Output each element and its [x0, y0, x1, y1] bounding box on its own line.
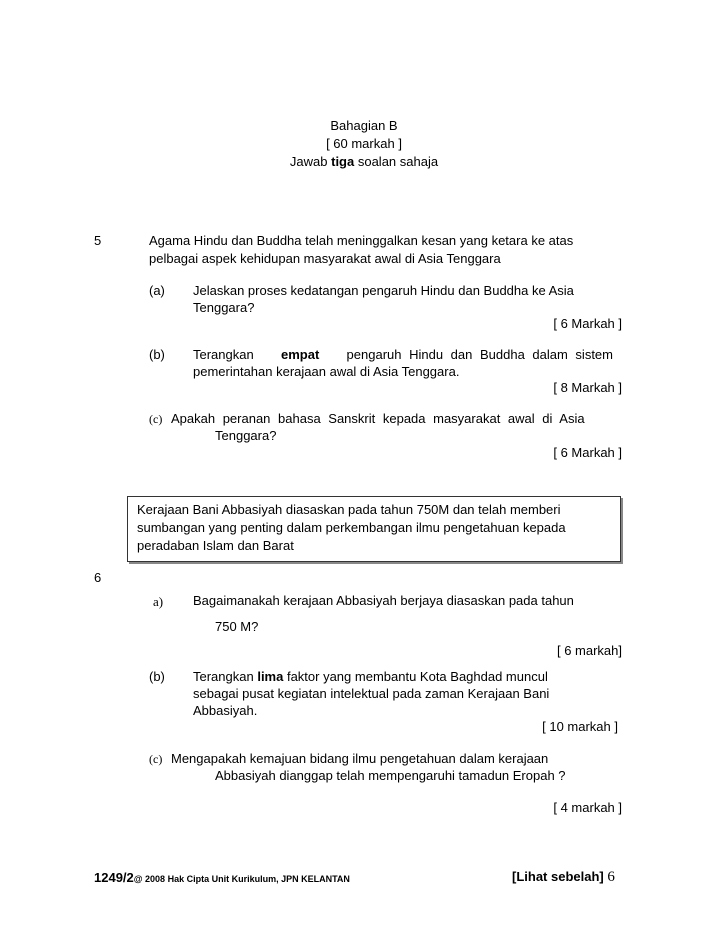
question-6a-line2: 750 M?: [215, 619, 259, 634]
question-5a-marks: [ 6 Markah ]: [553, 316, 622, 331]
question-5c-label: (c): [149, 412, 163, 426]
question-5-number: 5: [94, 233, 102, 248]
question-6c-label: (c): [149, 752, 163, 766]
footer-right: [512, 869, 615, 886]
footer-next: [Lihat sebelah]: [512, 869, 604, 884]
q5b-pre: Terangkan: [193, 347, 254, 362]
q5b-bold: empat: [280, 347, 320, 362]
footer-code: 1249/2: [94, 870, 134, 885]
question-6a-label: a): [153, 594, 164, 609]
question-5c-line2: Tenggara?: [215, 428, 277, 443]
section-instruction: [0, 154, 728, 169]
stimulus-line1: Kerajaan Bani Abbasiyah diasaskan pada tahun 750M dan telah memberi: [137, 502, 561, 517]
question-5b-label: (b): [149, 347, 165, 362]
q6b-bold: lima: [257, 669, 284, 684]
question-5a-label: (a): [149, 283, 165, 298]
q5b-post: pengaruh Hindu dan Buddha dalam sistem: [346, 347, 613, 362]
instruction-post: soalan sahaja: [354, 154, 439, 169]
question-6c-line2: Abbasiyah dianggap telah mempengaruhi tamadun Eropah ?: [215, 768, 566, 783]
question-6-number: 6: [94, 570, 102, 585]
question-6b-label: (b): [149, 669, 165, 684]
footer-left: [94, 870, 350, 885]
footer-page-number: 6: [607, 869, 615, 885]
instruction-bold: tiga: [331, 154, 355, 169]
question-6b-line2: sebagai pusat kegiatan intelektual pada zaman Kerajaan Bani: [193, 686, 550, 701]
question-5b-marks: [ 8 Markah ]: [553, 380, 622, 395]
question-5b-line1: [193, 347, 613, 362]
question-6c-marks: [ 4 markah ]: [553, 800, 622, 815]
question-6c-line1: Mengapakah kemajuan bidang ilmu pengetahuan dalam kerajaan: [171, 751, 549, 766]
instruction-pre: Jawab: [289, 154, 332, 169]
q6b-post: faktor yang membantu Kota Baghdad muncul: [283, 669, 548, 684]
q6b-pre: Terangkan: [193, 669, 258, 684]
question-5b-line2: pemerintahan kerajaan awal di Asia Tenggara.: [193, 364, 460, 379]
question-5c-marks: [ 6 Markah ]: [553, 445, 622, 460]
stimulus-line2: sumbangan yang penting dalam perkembangan ilmu pengetahuan kepada: [137, 520, 566, 535]
question-6b-line1: [193, 669, 548, 684]
footer-copyright: @ 2008 Hak Cipta Unit Kurikulum, JPN KELANTAN: [133, 874, 350, 884]
question-6b-line3: Abbasiyah.: [193, 703, 258, 718]
section-marks: [ 60 markah ]: [326, 136, 402, 151]
section-title: Bahagian B: [330, 118, 398, 133]
question-6a-marks: [ 6 markah]: [556, 643, 622, 658]
question-5c-line1: Apakah peranan bahasa Sanskrit kepada masyarakat awal di Asia: [171, 411, 585, 426]
question-6b-marks: [ 10 markah ]: [542, 719, 618, 734]
question-5-stem-line2: pelbagai aspek kehidupan masyarakat awal di Asia Tenggara: [149, 251, 501, 266]
question-5a-line1: Jelaskan proses kedatangan pengaruh Hindu dan Buddha ke Asia: [193, 283, 574, 298]
stimulus-line3: peradaban Islam dan Barat: [137, 538, 294, 553]
question-5a-line2: Tenggara?: [193, 300, 255, 315]
question-6a-line1: Bagaimanakah kerajaan Abbasiyah berjaya diasaskan pada tahun: [193, 593, 574, 608]
question-5-stem-line1: Agama Hindu dan Buddha telah meninggalkan kesan yang ketara ke atas: [149, 233, 574, 248]
